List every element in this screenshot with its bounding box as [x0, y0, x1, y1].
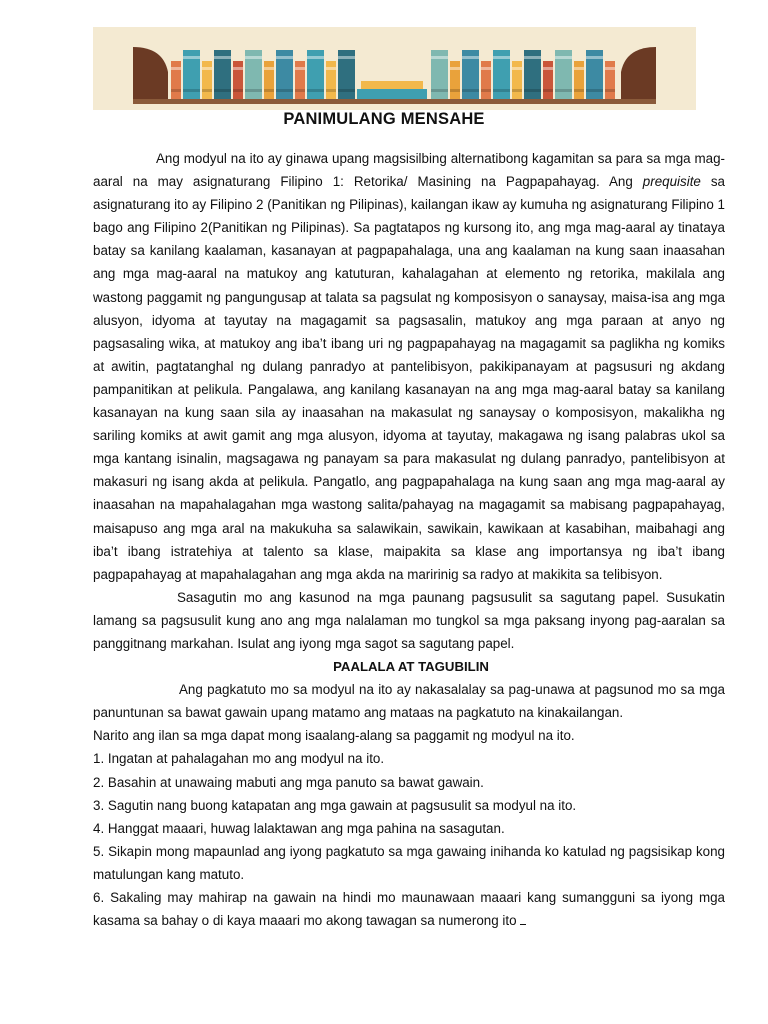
- book-spine: [555, 56, 572, 59]
- book-spine: [524, 56, 541, 59]
- book-spine: [512, 89, 522, 92]
- book-spine: [183, 56, 200, 59]
- book-spine: [605, 67, 615, 70]
- book-spine: [431, 89, 448, 92]
- book-spine: [202, 61, 212, 99]
- book-spine: [481, 61, 491, 99]
- book-spine: [481, 67, 491, 70]
- list-item-with-blank: [93, 886, 725, 932]
- reminders-paragraph-1: Ang pagkatuto mo sa modyul na ito ay nakasalalay sa pag-unawa at pagsunod mo sa mga panuntunan sa bawat gawain upang matamo ang mataas na pagkatuto na kinakailangan.: [93, 682, 725, 721]
- book-spine: [493, 56, 510, 59]
- book-spine: [543, 61, 553, 99]
- book-spine: [295, 89, 305, 92]
- book-spine: [214, 89, 231, 92]
- book-spine: [326, 61, 336, 99]
- books-icon: [93, 27, 696, 110]
- book-spine: [214, 56, 231, 59]
- intro-text-a: Ang modyul na ito ay ginawa upang magsisilbing alternatibong kagamitan sa para sa mga mag-aaral na may asignaturang Filipino 1: Retorika/ Masining na Pagpapahayag. Ang: [93, 151, 725, 190]
- book-spine: [233, 61, 243, 99]
- book-spine: [295, 67, 305, 70]
- book-spine: [555, 89, 572, 92]
- book-spine: [512, 61, 522, 99]
- bookend-left: [133, 47, 168, 99]
- book-spine: [245, 89, 262, 92]
- list-item: 4. Hanggat maaari, huwag lalaktawan ang mga pahina na sasagutan.: [93, 820, 505, 836]
- book-spine: [133, 99, 656, 104]
- list-item: 5. Sikapin mong mapaunlad ang iyong pagkatuto sa mga gawaing inihanda ko katulad ng pagsisikap kong matulungan kang matuto.: [93, 843, 725, 882]
- book-spine: [574, 61, 584, 99]
- book-spine: [202, 89, 212, 92]
- book-spine: [233, 89, 243, 92]
- book-spine: [450, 61, 460, 99]
- list-item: 2. Basahin at unawaing mabuti ang mga panuto sa bawat gawain.: [93, 774, 484, 790]
- book-spine: [512, 67, 522, 70]
- list-item: 3. Sagutin nang buong katapatan ang mga gawain at pagsusulit sa modyul na ito.: [93, 797, 577, 813]
- book-spine: [202, 67, 212, 70]
- bookshelf-banner: [93, 27, 696, 110]
- book-spine: [264, 61, 274, 99]
- intro-text-b: sa asignaturang ito ay Filipino 2 (Panitikan ng Pilipinas), kailangan ikaw ay kumuha ng asignaturang Filipino 1 bago ang Filipino 2(Panitikan ng Pilipinas). Sa pagtatapos ng kursong ito, ang mga mag-aaral ay tinataya batay sa kanilang kaalaman, kasanayan at pagpapahalaga, una ang kaalaman na kung saan inaasahan ang mga mag-aaral na matukoy ang katuturan, kahalagahan at elemento ng retorika, makilala ang wastong paggamit ng pangungusap at talata sa pagsulat ng komposisyon o sanaysay, maisa-isa ang mga alusyon, idyoma at tayutay na magagamit sa pagsasalin, matukoy ang mga paraan at anyo ng pagsasaling wika, at matukoy ang iba’t ibang uri ng pagpapahayag na magagamit sa paglikha ng komiks at awitin, pagtatanghal ng dulang panradyo at pantelibisyon, pakikipanayam at pagsusuri ng akdang pampanitikan at pelikula. Pangalawa, ang kanilang kasanayan na ang mga mag-aaral batay sa kanilang kasanayan na kung saan sila ay inaasahan na makasulat ng sanaysay o komposisyon, makalikha ng sariling komiks at awit gamit ang mga alusyon, idyoma at tayutay, makagawa ng isang palabras ukol sa mga kantang isinalin, magsagawa ng panayam sa para makasulat ng dulang panradyo, pantelibisyon at makasuri ng isang akda at pelikula. Pangatlo, ang pagpapahalaga na kung saan ang mga mag-aaral ay inaasahan na mapahalagahan mga wastong salita/pahayag na magagamit sa mabisang pagpapahayag, maisapuso ang mga aral na makukuha sa salawikain, sawikain, kawikaan at kasabihan, maibahagi ang iba’t ibang istratehiya at talento sa klase, maipakita sa klase ang importansya ng iba’t ibang pagpapahayag at mapahalagahan ang mga akda na maririnig sa radyo at makikita sa telibisyon.: [93, 174, 725, 582]
- book-spine: [245, 56, 262, 59]
- book-spine: [450, 67, 460, 70]
- book-spine: [171, 67, 181, 70]
- answer-blank: [520, 912, 526, 925]
- book-spine: [586, 89, 603, 92]
- book-spine: [307, 89, 324, 92]
- book-spine: [338, 56, 355, 59]
- book-spine: [171, 61, 181, 99]
- book-spine: [183, 89, 200, 92]
- book-spine: [574, 89, 584, 92]
- book-spine: [338, 89, 355, 92]
- book-spine: [586, 56, 603, 59]
- book-spine: [307, 56, 324, 59]
- book-spine: [357, 89, 427, 99]
- book-spine: [276, 89, 293, 92]
- intro-paragraph-2: Sasagutin mo ang kasunod na mga paunang pagsusulit sa sagutang papel. Susukatin lamang sa pagsusulit kung ano ang mga nalalaman mo tungkol sa mga paksang inyong pag-aaralan sa panggitnang markahan. Isulat ang iyong mga sagot sa sagutang papel.: [93, 589, 725, 651]
- document-body: [93, 147, 725, 932]
- book-spine: [295, 61, 305, 99]
- book-spine: [605, 89, 615, 92]
- book-spine: [493, 89, 510, 92]
- book-spine: [171, 89, 181, 92]
- book-spine: [361, 81, 423, 89]
- book-spine: [462, 89, 479, 92]
- book-spine: [326, 67, 336, 70]
- book-spine: [450, 89, 460, 92]
- book-spine: [524, 89, 541, 92]
- book-spine: [462, 56, 479, 59]
- bookend-right: [621, 47, 656, 99]
- page-title: PANIMULANG MENSAHE: [283, 110, 485, 128]
- list-item: 1. Ingatan at pahalagahan mo ang modyul na ito.: [93, 751, 385, 767]
- book-spine: [605, 61, 615, 99]
- book-spine: [326, 89, 336, 92]
- section-heading: PAALALA AT TAGUBILIN: [333, 659, 489, 675]
- book-spine: [276, 56, 293, 59]
- reminders-paragraph-2: Narito ang ilan sa mga dapat mong isaalang-alang sa paggamit ng modyul na ito.: [93, 728, 575, 744]
- book-spine: [543, 89, 553, 92]
- intro-paragraph-1: [93, 147, 725, 586]
- book-spine: [431, 56, 448, 59]
- book-spine: [481, 89, 491, 92]
- book-spine: [264, 89, 274, 92]
- book-spine: [233, 67, 243, 70]
- book-spine: [264, 67, 274, 70]
- book-spine: [574, 67, 584, 70]
- intro-italic-term: prequisite: [642, 174, 701, 190]
- list-item-text: 6. Sakaling may mahirap na gawain na hindi mo maunawaan maaari kang sumangguni sa iyong mga kasama sa bahay o di kaya maaari mo akong tawagan sa numerong ito: [93, 890, 725, 929]
- book-spine: [543, 67, 553, 70]
